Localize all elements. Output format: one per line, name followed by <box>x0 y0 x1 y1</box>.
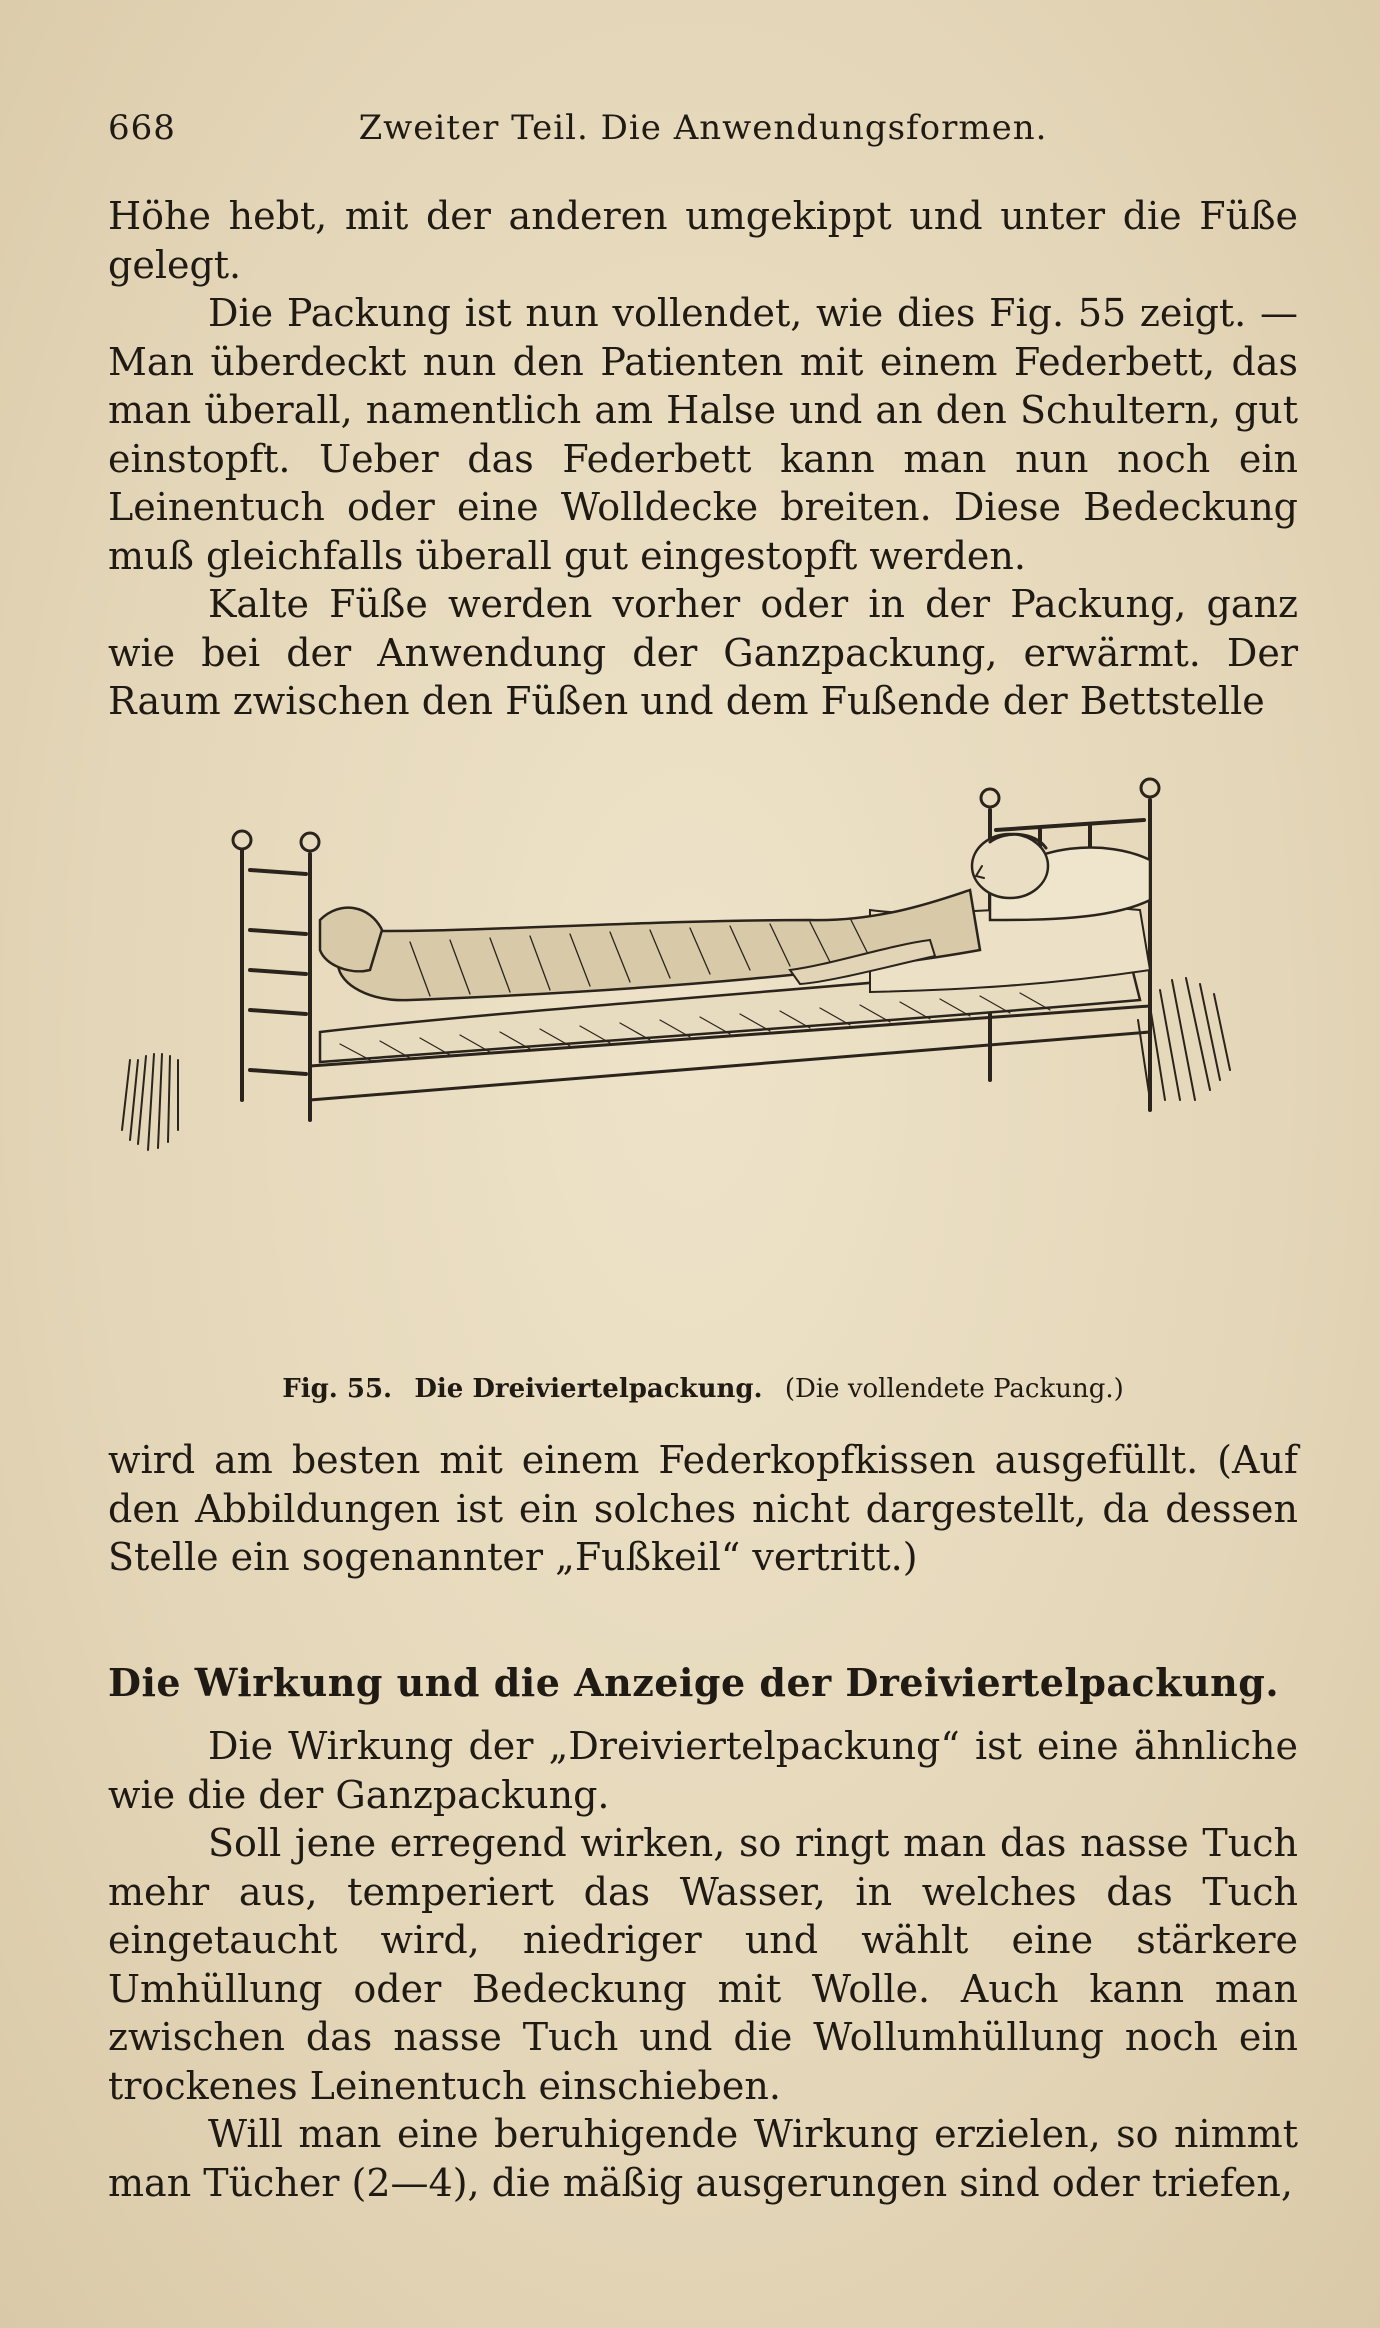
text-block-after-figure <box>108 1436 1298 1582</box>
paragraph: Will man eine beruhigende Wirkung erzielen, so nimmt man Tücher (2—4), die mäßig ausgerungen sind oder triefen, <box>108 2112 1298 2205</box>
text-block-top <box>108 192 1298 726</box>
figure-label: Fig. 55. <box>282 1374 393 1404</box>
paragraph: Soll jene erregend wirken, so ringt man das nasse Tuch mehr aus, temperiert das Wasser, in welches das Tuch eingetaucht wird, niedriger und wählt eine stärkere Umhüllung oder Bedeckung mit Wolle. Auch kann man zwischen das nasse Tuch und die Wollumhüllung noch ein trockenes Leinentuch einschieben. <box>108 1821 1298 2108</box>
figure-caption <box>108 1374 1298 1404</box>
text-block-bottom <box>108 1722 1298 2207</box>
page-number: 668 <box>108 108 176 148</box>
paragraph: Höhe hebt, mit der anderen umgekippt und unter die Füße gelegt. <box>108 194 1298 287</box>
paragraph: Die Packung ist nun vollendet, wie dies Fig. 55 zeigt. — Man überdeckt nun den Patienten mit einem Federbett, das man überall, namentlich am Halse und an den Schultern, gut einstopft. Ueber das Federbett kann man nun noch ein Leinentuch oder eine Wolldecke breiten. Diese Bedeckung muß gleichfalls überall gut eingestopft werden. <box>108 291 1298 578</box>
paragraph: wird am besten mit einem Federkopfkissen ausgefüllt. (Auf den Abbildungen ist ein solches nicht dargestellt, da dessen Stelle ein sogenannter „Fußkeil“ vertritt.) <box>108 1438 1298 1579</box>
figure-title: Die Dreiviertelpackung. <box>414 1374 763 1404</box>
paragraph: Kalte Füße werden vorher oder in der Packung, ganz wie bei der Anwendung der Ganzpackung, erwärmt. Der Raum zwischen den Füßen und dem Fußende der Bettstelle <box>108 582 1298 723</box>
running-title: Zweiter Teil. Die Anwendungsformen. <box>358 108 1048 148</box>
section-heading: Die Wirkung und die Anzeige der Dreiviertelpackung. <box>108 1660 1280 1705</box>
paragraph: Die Wirkung der „Dreiviertelpackung“ ist eine ähnliche wie die der Ganzpackung. <box>108 1724 1298 1817</box>
figure-note: (Die vollendete Packung.) <box>784 1374 1124 1404</box>
figure-illustration-bed <box>110 770 1290 1370</box>
running-header <box>108 108 1298 152</box>
